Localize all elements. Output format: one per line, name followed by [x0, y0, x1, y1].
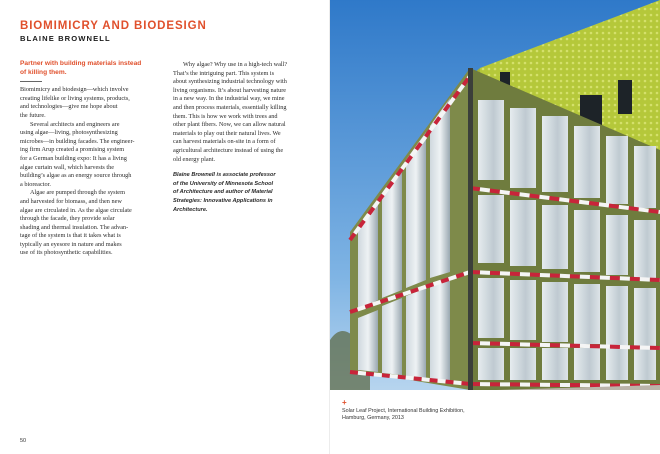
body-line: tage of the system is that it takes what is: [20, 232, 121, 240]
body-line: Why algae? Why use in a high-tech wall?: [183, 61, 288, 68]
body-line: through the facade, they provide solar: [20, 215, 115, 223]
bio-line: Architecture.: [173, 206, 208, 213]
body-line: living organisms. It’s about harvesting nature: [173, 86, 287, 94]
bio-line: of Architecture and author of Material: [173, 189, 273, 196]
caption-marker: +: [342, 398, 347, 407]
body-line: Algae are pumped through the system: [30, 189, 125, 197]
bio-line: Strategies: Innovative Applications in: [173, 197, 273, 204]
body-line: using algae—living, photosynthesizing: [20, 129, 118, 137]
body-line: building’s algae as an energy source through: [20, 172, 132, 180]
bio-line: of the University of Minnesota School: [173, 180, 274, 187]
article-title: BIOMIMICRY AND BIODESIGN: [20, 20, 207, 32]
article-author: BLAINE BROWNELL: [20, 34, 111, 43]
corner-post: [468, 68, 473, 390]
body-line: use of its photosynthetic capabilities.: [20, 249, 113, 257]
text-column-right: [173, 61, 305, 214]
pull-quote: [20, 60, 152, 77]
body-line: in a new way. In the industrial way, we mine: [173, 95, 285, 103]
body-line: That’s the intriguing part. This system is: [173, 69, 275, 77]
body-line: ing firm Arup created a promising system: [20, 146, 125, 154]
body-line: agricultural architecture instead of using the: [173, 146, 284, 154]
body-line: typically an eyesore in nature and makes: [20, 240, 122, 248]
text-column-left: [20, 60, 152, 258]
body-line: other plant fibers. Now, we can allow natural: [173, 121, 286, 129]
body-line: Several architects and engineers are: [30, 120, 120, 128]
bio-line: Blaine Brownell is associate professor: [173, 172, 276, 179]
body-line: shading and thermal insulation. The advan-: [20, 223, 129, 231]
building-photo: [330, 0, 660, 454]
window: [618, 80, 632, 114]
body-line: and technologies—give me hope about: [20, 103, 118, 111]
body-line: them. This is how we work with trees and: [173, 112, 278, 120]
right-page: [330, 0, 660, 454]
body-text-left: [20, 86, 152, 258]
body-line: about synthesizing industrial technology with: [173, 78, 287, 86]
body-line: materials to play out their natural lives. We: [173, 129, 281, 137]
body-line: can harvest materials on-site in a form of: [173, 138, 276, 146]
body-line: and harvested for biomass, and then new: [20, 197, 122, 205]
divider-rule: [20, 81, 42, 82]
body-line: algae curtain wall, which harvests the: [20, 163, 115, 171]
body-line: a bioreactor.: [20, 180, 51, 188]
caption-line: Solar Leaf Project, International Building Exhibition,: [342, 408, 465, 414]
body-line: algae are circulated in. As the algae circulate: [20, 206, 132, 214]
body-line: and then process materials, essentially killing: [173, 103, 287, 111]
body-line: old energy plant.: [173, 155, 216, 163]
body-text-right: [173, 61, 305, 164]
pull-quote-line: Partner with building materials instead: [20, 60, 142, 67]
body-line: for a German building expo: It has a living: [20, 154, 127, 162]
body-line: microbes—in building facades. The engineer-: [20, 137, 135, 145]
page-number: 50: [20, 438, 27, 444]
body-line: the future.: [20, 111, 46, 119]
photo-caption: [342, 408, 492, 423]
author-bio: [173, 171, 305, 214]
body-line: Biomimicry and biodesign—which involve: [20, 86, 129, 94]
body-line: creating lifelike or living systems, products,: [20, 94, 130, 102]
caption-line: Hamburg, Germany, 2013: [342, 415, 404, 422]
pull-quote-line: of killing them.: [20, 68, 67, 76]
